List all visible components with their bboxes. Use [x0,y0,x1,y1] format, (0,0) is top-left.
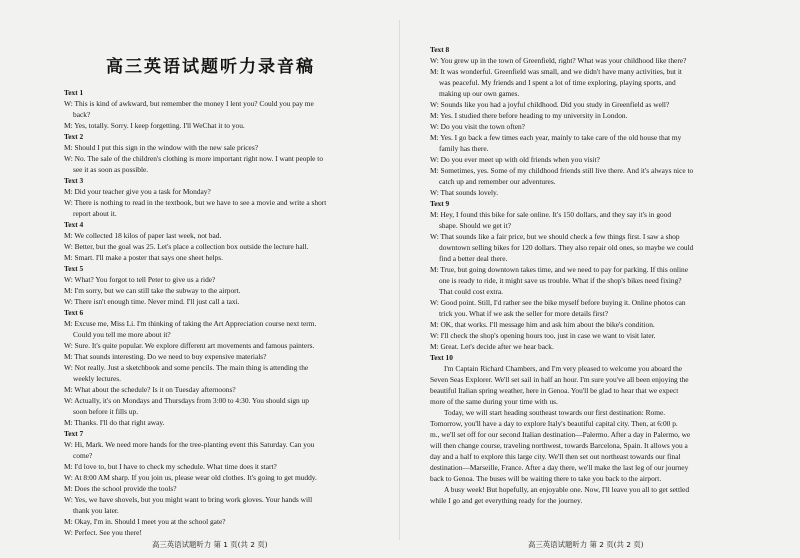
transcript-line: W: Do you ever meet up with old friends when you visit? [430,155,600,164]
transcript-line: back to Genoa. The buses will be waiting there to take you back to the airport. [430,474,662,483]
transcript-line: weekly lectures. [73,374,122,383]
transcript-line: W: Not really. Just a sketchbook and some pencils. The main thing is attending the [64,363,309,372]
transcript-line: W: Sure. It's quite popular. We explore different art movements and famous painters. [64,341,315,350]
section-heading: Text 1 [64,88,84,97]
transcript-line: m., we'll set off for our second Italian destination—Palermo. After a day in Palermo, we [430,430,691,439]
transcript-line: M: True, but going downtown takes time, and we need to pay for parking. If this online [430,265,689,274]
transcript-line: I'm Captain Richard Chambers, and I'm very pleased to welcome you aboard the [444,364,683,373]
transcript-line: thank you later. [73,506,119,515]
page-right [400,0,800,558]
section-heading: Text 4 [64,220,84,229]
transcript-line: beautiful Italian spring weather, here in Genoa. You'll be glad to hear that we expect [430,386,679,395]
transcript-line: Seven Seas Explorer. We'll set sail in half an hour. I'm sure you've all been enjoying the [430,375,689,384]
transcript-line: Could you tell me more about it? [73,330,171,339]
transcript-line: Tomorrow, you'll have a day to explore Italy's beautiful capital city. Then, at 6:00 p. [430,419,678,428]
transcript-line: W: Perfect. See you there! [64,528,142,537]
transcript-right [430,44,790,506]
transcript-line: M: I'm sorry, but we can still take the subway to the airport. [64,286,241,295]
transcript-line: W: At 8:00 AM sharp. If you join us, please wear old clothes. It's going to get muddy. [64,473,317,482]
section-heading: Text 3 [64,176,84,185]
transcript-line: catch up and remember our adventures. [439,177,556,186]
transcript-line: M: Great. Let's decide after we hear back. [430,342,554,351]
section-heading: Text 2 [64,132,84,141]
transcript-line: W: No. The sale of the children's clothing is more important right now. I want people to [64,154,324,163]
transcript-line: A busy week! But hopefully, an enjoyable one. Now, I'll leave you all to get settled [444,485,690,494]
transcript-line: while I go and get everything ready for the journey. [430,496,583,505]
transcript-line: Today, we will start heading southeast towards our first destination: Rome. [444,408,666,417]
section-heading: Text 10 [430,353,453,362]
transcript-line: M: Should I put this sign in the window with the new sale prices? [64,143,258,152]
transcript-left [64,87,390,538]
transcript-line: W: Good point. Still, I'd rather see the bike myself before buying it. Online photos can [430,298,686,307]
transcript-line: soon before it fills up. [73,407,139,416]
section-heading: Text 6 [64,308,84,317]
transcript-line: M: OK, that works. I'll message him and ask him about the bike's condition. [430,320,655,329]
transcript-line: shape. Should we get it? [439,221,512,230]
transcript-line: M: Okay, I'm in. Should I meet you at the school gate? [64,517,226,526]
transcript-line: see it as soon as possible. [73,165,149,174]
transcript-line: W: Sounds like you had a joyful childhood. Did you study in Greenfield as well? [430,100,670,109]
transcript-line: M: Smart. I'll make a poster that says one sheet helps. [64,253,223,262]
transcript-line: M: Sometimes, yes. Some of my childhood friends still live there. And it's always nice to [430,166,694,175]
transcript-line: M: We collected 18 kilos of paper last week, not bad. [64,231,222,240]
transcript-line: M: Yes, totally. Sorry. I keep forgetting. I'll WeChat it to you. [64,121,245,130]
transcript-line: M: I'd love to, but I have to check my schedule. What time does it start? [64,462,277,471]
transcript-line: M: Thanks. I'll do that right away. [64,418,165,427]
page-title: 高三英语试题听力录音稿 [106,57,315,77]
transcript-line: W: That sounds like a fair price, but we should check a few things first. I saw a shop [430,232,680,241]
transcript-line: W: That sounds lovely. [430,188,499,197]
transcript-line: W: Hi, Mark. We need more hands for the tree-planting event this Saturday. Can you [64,440,315,449]
transcript-line: report about it. [73,209,117,218]
transcript-line: downtown selling bikes for 120 dollars. They also repair old ones, so maybe we could [439,243,694,252]
transcript-line: W: You grew up in the town of Greenfield, right? What was your childhood like there? [430,56,687,65]
transcript-line: will then change course, traveling northwest, towards Barcelona, Spain. It allows you a [430,441,688,450]
section-heading: Text 8 [430,45,450,54]
transcript-line: more of the same during your time with us. [430,397,558,406]
transcript-line: back? [73,110,91,119]
page-footer-right: 高三英语试题听力 第 2 页(共 2 页) [528,540,644,549]
transcript-line: M: Hey, I found this bike for sale online. It's 150 dollars, and they say it's in good [430,210,672,219]
transcript-line: M: It was wonderful. Greenfield was small, and we didn't have many activities, but it [430,67,682,76]
transcript-line: W: Do you visit the town often? [430,122,525,131]
transcript-line: M: Did your teacher give you a task for Monday? [64,187,211,196]
transcript-line: come? [73,451,93,460]
transcript-line: destination—Marseille, France. After a day there, we'll make the last leg of our journey [430,463,689,472]
transcript-line: family has there. [439,144,489,153]
transcript-line: W: Yes, we have shovels, but you might want to bring work gloves. Your hands will [64,495,313,504]
transcript-line: W: This is kind of awkward, but remember the money I lent you? Could you pay me [64,99,314,108]
transcript-line: W: What? You forgot to tell Peter to give us a ride? [64,275,216,284]
transcript-line: day and a half to explore this large city. We'll then set out northeast towards our final [430,452,681,461]
transcript-line: That could cost extra. [439,287,504,296]
section-heading: Text 9 [430,199,450,208]
transcript-line: W: There isn't enough time. Never mind. I'll just call a taxi. [64,297,240,306]
transcript-line: M: Does the school provide the tools? [64,484,177,493]
transcript-line: W: I'll check the shop's opening hours too, just in case we want to visit later. [430,331,656,340]
transcript-line: M: Excuse me, Miss Li. I'm thinking of taking the Art Appreciation course next term. [64,319,317,328]
page-footer-left: 高三英语试题听力 第 1 页(共 2 页) [152,540,268,549]
transcript-line: one is ready to ride, it might save us trouble. What if the shop's bikes need fixing? [439,276,682,285]
transcript-line: making up our own games. [439,89,520,98]
section-heading: Text 7 [64,429,84,438]
transcript-line: W: Actually, it's on Mondays and Thursdays from 3:00 to 4:30. You should sign up [64,396,309,405]
transcript-line: M: That sounds interesting. Do we need to buy expensive materials? [64,352,267,361]
section-heading: Text 5 [64,264,84,273]
transcript-line: was peaceful. My friends and I spent a lot of time exploring, playing sports, and [439,78,676,87]
transcript-line: M: Yes. I studied there before heading to my university in London. [430,111,628,120]
transcript-line: W: There is nothing to read in the textbook, but we have to see a movie and write a short [64,198,327,207]
transcript-line: M: Yes. I go back a few times each year, mainly to take care of the old house that my [430,133,682,142]
transcript-line: M: What about the schedule? Is it on Tuesday afternoons? [64,385,236,394]
transcript-line: find a better deal there. [439,254,508,263]
transcript-line: trick you. What if we ask the seller for more details first? [439,309,608,318]
transcript-line: W: Better, but the goal was 25. Let's place a collection box outside the lecture hall. [64,242,309,251]
